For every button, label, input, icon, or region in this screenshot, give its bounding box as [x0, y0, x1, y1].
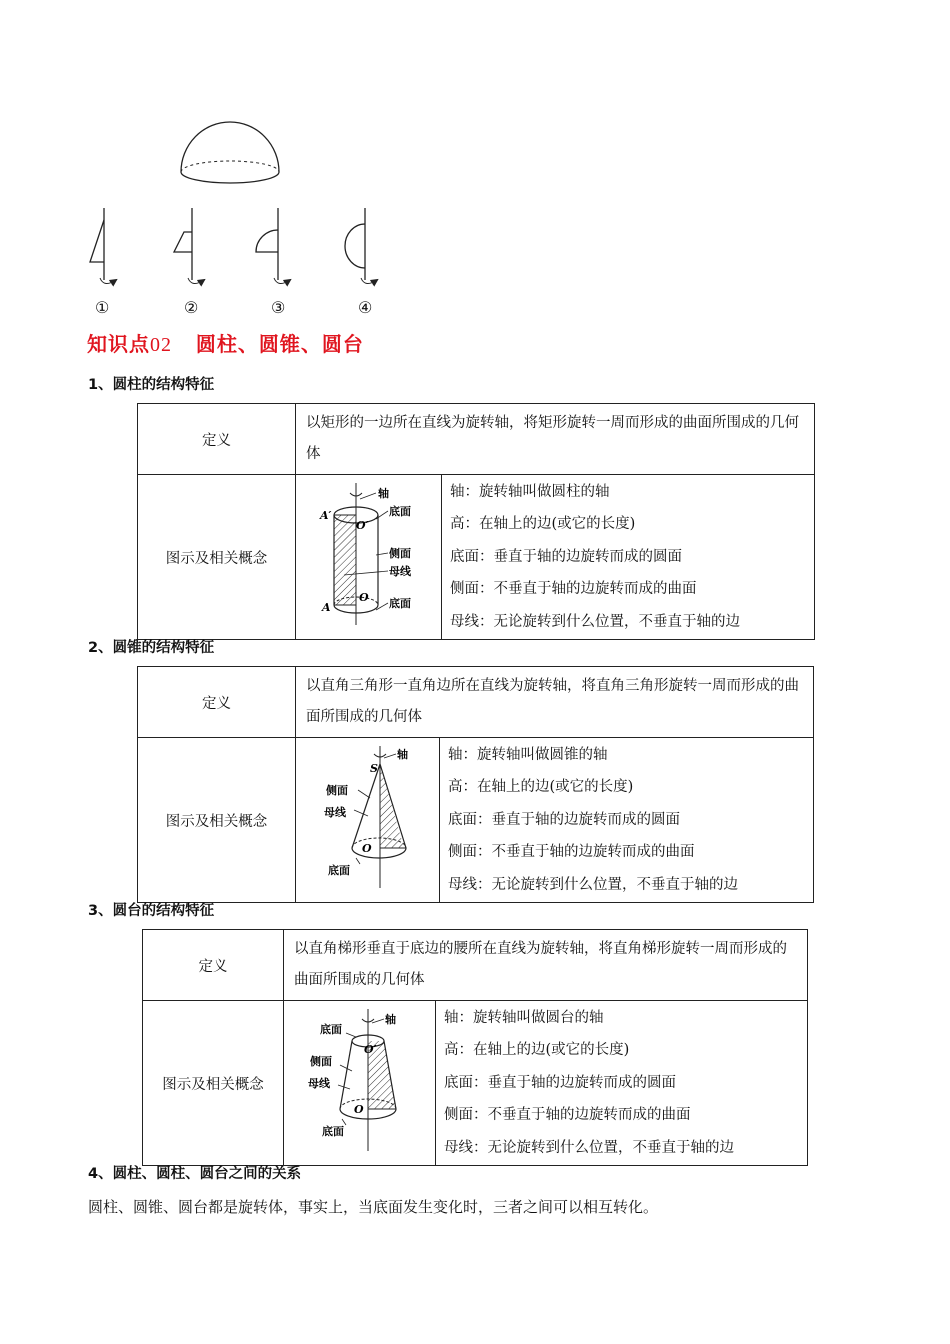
- fig-o1-label: O′: [356, 519, 369, 532]
- concept-height: 高：在轴上的边(或它的长度): [448, 779, 634, 796]
- concept-base: 底面：垂直于轴的边旋转而成的圆面: [444, 1074, 676, 1091]
- cone-concept-list: [440, 739, 813, 902]
- frustum-table: [142, 929, 808, 1166]
- fig-top-base-label: 底面: [320, 1023, 342, 1036]
- definition-label: 定义: [143, 930, 284, 1001]
- heading-prefix: 知识点: [87, 332, 150, 356]
- concept-base: 底面：垂直于轴的边旋转而成的圆面: [448, 811, 680, 828]
- section-4-title: 4、圆柱、圆柱、圆台之间的关系: [88, 1166, 302, 1182]
- fig-axis-label: 轴: [397, 748, 408, 761]
- figure-label: 图示及相关概念: [143, 1001, 284, 1166]
- fig-generatrix-label: 母线: [389, 565, 411, 578]
- concept-height: 高：在轴上的边(或它的长度): [444, 1042, 630, 1059]
- fig-a1-label: A′: [320, 509, 332, 522]
- definition-text: 以直角三角形一直角边所在直线为旋转轴，将直角三角形旋转一周而形成的曲面所围成的几何体: [296, 667, 814, 738]
- fig-axis-label: 轴: [378, 487, 389, 500]
- step-label-3: ③: [271, 298, 286, 317]
- concept-axis: 轴：旋转轴叫做圆锥的轴: [448, 746, 608, 763]
- cone-concepts-cell: [440, 738, 814, 903]
- concept-side: 侧面：不垂直于轴的边旋转而成的曲面: [444, 1107, 691, 1124]
- fig-axis-label: 轴: [385, 1013, 396, 1026]
- concept-base: 底面：垂直于轴的边旋转而成的圆面: [450, 548, 682, 565]
- section-3-title: 3、圆台的结构特征: [88, 903, 215, 919]
- heading-number: 02: [150, 334, 172, 356]
- frustum-concepts-cell: [436, 1001, 808, 1166]
- section-2-title: 2、圆锥的结构特征: [88, 640, 215, 656]
- concept-axis: 轴：旋转轴叫做圆台的轴: [444, 1009, 604, 1026]
- figure-label: 图示及相关概念: [138, 738, 296, 903]
- fig-side-label: 侧面: [310, 1055, 332, 1068]
- cone-figure: [296, 738, 439, 898]
- fig-bottom-base-label: 底面: [322, 1125, 344, 1138]
- cone-table: [137, 666, 814, 903]
- concept-axis: 轴：旋转轴叫做圆柱的轴: [450, 483, 610, 500]
- fig-o-label: O: [359, 591, 369, 604]
- concept-generatrix: 母线：无论旋转到什么位置，不垂直于轴的边: [450, 613, 740, 630]
- frustum-figure: [284, 1001, 435, 1161]
- fig-base-label: 底面: [328, 864, 350, 877]
- cylinder-figure: [296, 475, 441, 635]
- heading-title: 圆柱、圆锥、圆台: [195, 332, 364, 356]
- concept-generatrix: 母线：无论旋转到什么位置，不垂直于轴的边: [448, 876, 738, 893]
- fig-side-label: 侧面: [326, 784, 348, 797]
- cylinder-figure-cell: [296, 475, 442, 640]
- frustum-concept-list: [436, 1002, 807, 1165]
- definition-label: 定义: [138, 404, 296, 475]
- diagram-4: [345, 208, 377, 284]
- rotation-diagrams: [80, 200, 400, 295]
- fig-o1-label: O′: [364, 1043, 377, 1056]
- definition-label: 定义: [138, 667, 296, 738]
- cylinder-table: [137, 403, 815, 640]
- fig-center-label: O: [362, 842, 372, 855]
- concept-side: 侧面：不垂直于轴的边旋转而成的曲面: [450, 581, 697, 598]
- concept-height: 高：在轴上的边(或它的长度): [450, 516, 636, 533]
- section-1-title: 1、圆柱的结构特征: [88, 377, 215, 393]
- definition-text: 以直角梯形垂直于底边的腰所在直线为旋转轴，将直角梯形旋转一周而形成的曲面所围成的几何体: [284, 930, 808, 1001]
- step-label-2: ②: [184, 298, 199, 317]
- knowledge-point-heading: [87, 328, 364, 357]
- diagram-3: [256, 208, 290, 284]
- cone-figure-cell: [296, 738, 440, 903]
- definition-text: 以矩形的一边所在直线为旋转轴，将矩形旋转一周而形成的曲面所围成的几何体: [296, 404, 815, 475]
- fig-generatrix-label: 母线: [308, 1077, 330, 1090]
- concept-side: 侧面：不垂直于轴的边旋转而成的曲面: [448, 844, 695, 861]
- step-label-1: ①: [95, 298, 110, 317]
- fig-top-base-label: 底面: [389, 505, 411, 518]
- fig-center-label: O: [354, 1103, 364, 1116]
- cylinder-concepts-cell: [442, 475, 815, 640]
- figure-label: 图示及相关概念: [138, 475, 296, 640]
- fig-a-label: A: [322, 601, 331, 614]
- step-label-4: ④: [358, 298, 373, 317]
- diagram-2: [174, 208, 204, 284]
- fig-apex-label: S: [370, 762, 378, 775]
- frustum-figure-cell: [284, 1001, 436, 1166]
- diagram-1: [90, 208, 116, 284]
- fig-generatrix-label: 母线: [324, 806, 346, 819]
- section-4-text: 圆柱、圆锥、圆台都是旋转体，事实上，当底面发生变化时，三者之间可以相互转化。: [88, 1198, 659, 1216]
- fig-bottom-base-label: 底面: [389, 597, 411, 610]
- cylinder-concept-list: [442, 476, 814, 639]
- fig-side-label: 侧面: [389, 547, 411, 560]
- concept-generatrix: 母线：无论旋转到什么位置，不垂直于轴的边: [444, 1139, 734, 1156]
- hemisphere-figure: [170, 108, 290, 184]
